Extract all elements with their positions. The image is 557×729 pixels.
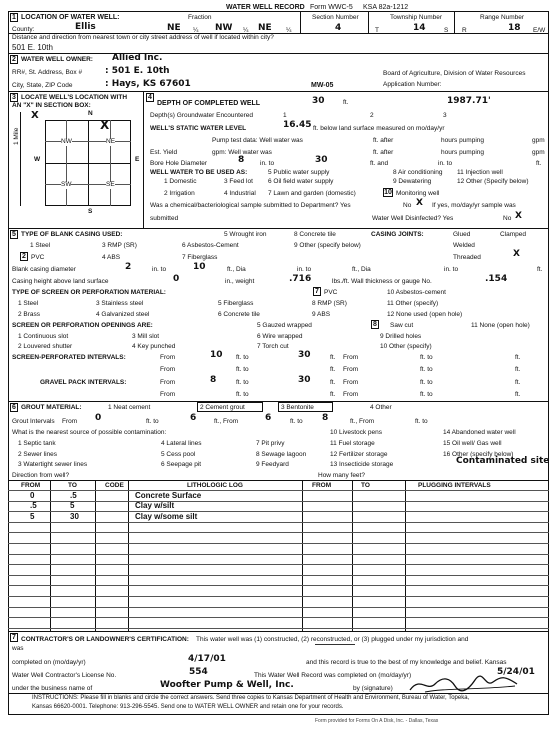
- use-option-selected-label: Monitoring well: [396, 190, 440, 197]
- locate-label-2: AN "X" IN SECTION BOX:: [12, 102, 91, 109]
- contam-option[interactable]: 3 Watertight sewer lines: [18, 461, 88, 468]
- completed-label: completed on (mo/day/yr): [12, 659, 86, 666]
- contam-option[interactable]: 8 Sewage lagoon: [256, 451, 307, 458]
- log-row-to: .5: [70, 491, 77, 500]
- range-value[interactable]: 18: [508, 23, 521, 33]
- casing-option[interactable]: 6 Asbestos-Cement: [182, 242, 239, 249]
- distance-label: Distance and direction from nearest town or city street address of well if located within city?: [12, 34, 274, 41]
- wall-label: lbs./ft. Wall thickness or gauge No.: [332, 278, 432, 285]
- hours-pumping: hours pumping: [441, 137, 484, 144]
- screen-from-value[interactable]: 10: [210, 350, 223, 360]
- in-to: in. to: [260, 160, 275, 167]
- mile-label: 1 Mile: [13, 127, 20, 145]
- log-row-desc: Clay w/some silt: [135, 512, 198, 521]
- log-column-divider: [95, 480, 96, 631]
- signature-label: by (signature): [353, 685, 393, 692]
- from-label-7: From: [160, 391, 176, 398]
- in-weight: in., weight: [225, 278, 255, 285]
- screen-option[interactable]: 1 Steel: [18, 300, 39, 307]
- submitted-label: submitted: [150, 215, 179, 222]
- log-row-line: [8, 490, 549, 491]
- log-column-divider: [128, 480, 129, 631]
- log-row-from: 0: [30, 491, 35, 500]
- screen-option[interactable]: 11 Other (specify): [387, 300, 439, 307]
- static-label: WELL'S STATIC WATER LEVEL: [150, 125, 247, 132]
- disinfected-label: Water Well Disinfected? Yes: [372, 215, 454, 222]
- joint-threaded[interactable]: Threaded: [453, 254, 481, 261]
- diameter-label: Blank casing diameter: [12, 266, 76, 273]
- joint-glued[interactable]: Glued: [453, 231, 471, 238]
- use-option[interactable]: 3 Feed lot: [224, 178, 253, 185]
- grout-from-2[interactable]: 6: [265, 413, 272, 423]
- ft-dia-2: ft., Dia: [352, 266, 371, 273]
- opening-option[interactable]: 10 Other (specify): [380, 343, 432, 350]
- casing-label: TYPE OF BLANK CASING USED:: [21, 231, 123, 238]
- contam-option[interactable]: 11 Fuel storage: [330, 440, 375, 447]
- township-value[interactable]: 14: [413, 23, 426, 33]
- fraction-3[interactable]: NE: [258, 23, 272, 33]
- opening-saw-cut: Saw cut: [390, 322, 414, 329]
- contam-option[interactable]: 2 Sewer lines: [18, 451, 58, 458]
- log-row-to: 5: [70, 501, 75, 510]
- bore-label: Bore Hole Diameter: [150, 160, 208, 167]
- ft-unit: ft.: [330, 354, 336, 361]
- township-t: T: [375, 27, 379, 34]
- casing-joints-label: CASING JOINTS:: [371, 231, 424, 238]
- west-label: W: [34, 156, 41, 163]
- section-number: 6: [10, 403, 18, 412]
- hours-pumping-2: hours pumping: [441, 149, 484, 156]
- contam-option[interactable]: 10 Livestock pens: [330, 429, 383, 436]
- screen-option[interactable]: 2 Brass: [18, 311, 41, 318]
- contam-option[interactable]: 6 Seepage pit: [161, 461, 202, 468]
- screen-option[interactable]: 10 Asbestos-cement: [387, 289, 446, 296]
- log-row-line: [8, 607, 549, 608]
- from-label: From: [62, 418, 78, 425]
- gw-2: 2: [370, 112, 374, 119]
- in-to: in. to: [152, 266, 167, 273]
- ft-and: ft. and: [370, 160, 389, 167]
- section-value[interactable]: 4: [335, 23, 342, 33]
- contam-option[interactable]: 5 Cess pool: [161, 451, 196, 458]
- form-title: WATER WELL RECORD: [226, 4, 305, 11]
- county-label: County:: [12, 26, 35, 33]
- log-column-divider: [405, 480, 406, 631]
- ft-to-3: ft. to: [415, 418, 428, 425]
- use-option[interactable]: 6 Oil field water supply: [268, 178, 334, 185]
- gravel-to-value[interactable]: 30: [298, 375, 311, 385]
- gauge-value[interactable]: .154: [485, 274, 508, 284]
- application-label: Application Number:: [383, 81, 442, 88]
- license-value[interactable]: 554: [189, 667, 208, 677]
- owner-value[interactable]: Allied Inc.: [112, 53, 163, 63]
- log-row-line: [8, 501, 549, 502]
- gpm-2: gpm: [532, 149, 545, 156]
- joint-threaded-x: X: [513, 249, 520, 259]
- log-row-from: .5: [30, 501, 37, 510]
- opening-option[interactable]: 5 Gauzed wrapped: [257, 322, 312, 329]
- instructions-text: INSTRUCTIONS: Please fill in blanks and circle the correct answers. Send three copies to Kansas Department of Health and Environment, Bureau of Water, Topeka,: [32, 695, 470, 701]
- use-option[interactable]: 2 Irrigation: [164, 190, 195, 197]
- sw-label: SW: [61, 181, 72, 188]
- east-label: E: [135, 156, 140, 163]
- depth-value[interactable]: 30: [312, 96, 325, 106]
- opening-option[interactable]: 4 Key punched: [132, 343, 176, 350]
- gravel-from-value[interactable]: 8: [210, 375, 217, 385]
- quarter-2: ¼: [243, 27, 249, 34]
- gravel-label: GRAVEL PACK INTERVALS:: [40, 379, 127, 386]
- depth-label: DEPTH OF COMPLETED WELL: [157, 100, 261, 107]
- chem-label: Was a chemical/bacteriological sample submitted to Department? Yes: [150, 202, 351, 209]
- casing-option[interactable]: 7 Fiberglass: [182, 254, 218, 261]
- opening-option[interactable]: 6 Wire wrapped: [257, 333, 303, 340]
- north-label: N: [88, 110, 93, 117]
- use-label: WELL WATER TO BE USED AS:: [150, 169, 248, 176]
- ft-to-4: ft. to: [420, 366, 433, 373]
- disinfected-no[interactable]: No: [503, 215, 512, 222]
- quarter-1: ¼: [193, 27, 199, 34]
- grout-option-label: 2 Cement grout: [200, 404, 245, 411]
- screen-option[interactable]: 3 Stainless steel: [96, 300, 144, 307]
- casing-pvc: PVC: [31, 254, 45, 261]
- opening-option-selected[interactable]: 8: [371, 320, 379, 329]
- gpm: gpm: [532, 137, 545, 144]
- section-number: 2: [10, 55, 18, 64]
- in-to-2: in. to: [438, 160, 453, 167]
- nw-label: NW: [61, 138, 72, 145]
- screen-pvc: PVC: [324, 289, 338, 296]
- yield-label: Est. Yield: [150, 149, 178, 156]
- contam-option[interactable]: 15 Oil well/ Gas well: [443, 440, 502, 447]
- use-option[interactable]: 5 Public water supply: [268, 169, 330, 176]
- chem-no[interactable]: No: [403, 202, 412, 209]
- section-number: 1: [10, 13, 18, 22]
- casing-option[interactable]: 5 Wrought iron: [224, 231, 267, 238]
- opening-option[interactable]: 11 None (open hole): [471, 322, 530, 329]
- plug-header-from: FROM: [312, 482, 332, 489]
- fraction-label: Fraction: [188, 14, 212, 21]
- mile-arrow: [20, 112, 21, 206]
- from-label-8: From: [343, 391, 359, 398]
- ft-unit: ft.: [537, 266, 543, 273]
- chem-no-x: X: [416, 198, 423, 208]
- ft-from-2: ft., From: [350, 418, 375, 425]
- instructions-text-2: Kansas 66620-0001. Telephone: 913-296-5545. Send one to WATER WELL OWNER and retain one for your records.: [32, 704, 344, 710]
- fraction-1[interactable]: NE: [167, 23, 181, 33]
- contam-option[interactable]: 12 Fertilizer storage: [330, 451, 388, 458]
- opening-option[interactable]: 7 Torch cut: [257, 343, 289, 350]
- log-row-line: [8, 522, 549, 523]
- pump-label: Pump test data: Well water was: [212, 137, 303, 144]
- how-many-feet-label: How many feet?: [318, 472, 365, 479]
- footer-note: Form provided for Forms On A Disk, Inc. - Dallas, Texas: [315, 718, 439, 724]
- log-header-lithologic: LITHOLOGIC LOG: [187, 482, 243, 489]
- joint-clamped[interactable]: Clamped: [500, 231, 527, 238]
- log-row-line: [8, 511, 549, 512]
- height-value[interactable]: 0: [173, 274, 180, 284]
- casing-option[interactable]: 4 ABS: [102, 254, 121, 261]
- opening-option[interactable]: 2 Louvered shutter: [18, 343, 73, 350]
- opening-option[interactable]: 3 Mill slot: [132, 333, 160, 340]
- log-row-line: [8, 532, 549, 533]
- use-option[interactable]: 1 Domestic: [164, 178, 197, 185]
- grout-option[interactable]: 4 Other: [370, 404, 392, 411]
- static-rest: ft. below land surface measured on mo/day/yr: [313, 125, 445, 132]
- use-option[interactable]: 8 Air conditioning: [393, 169, 443, 176]
- ft-to-2: ft. to: [290, 418, 303, 425]
- screen-option[interactable]: 8 RMP (SR): [312, 300, 347, 307]
- log-row-line: [8, 554, 549, 555]
- use-option[interactable]: 12 Other (Specify below): [457, 178, 529, 185]
- completed-date[interactable]: 4/17/01: [188, 654, 226, 664]
- log-row-line: [8, 564, 549, 565]
- well-location-x: X: [100, 118, 110, 132]
- log-row-line: [8, 617, 549, 618]
- ft-from: ft., From: [214, 418, 239, 425]
- if-yes-label: If yes, mo/day/yr sample was: [432, 202, 516, 209]
- log-column-divider: [302, 480, 303, 631]
- ft-to-8: ft. to: [420, 391, 433, 398]
- ft-unit-7: ft.: [330, 391, 336, 398]
- grout-option-label: 3 Bentonite: [281, 404, 314, 411]
- section-box-x-mark: X: [31, 110, 39, 121]
- screen-interval-label: SCREEN-PERFORATED INTERVALS:: [12, 354, 126, 361]
- section-label: Section Number: [312, 14, 359, 21]
- ksa-number: KSA 82a-1212: [363, 4, 409, 11]
- section-number: 3: [10, 93, 18, 102]
- grout-label: GROUT MATERIAL:: [21, 404, 82, 411]
- city-label: City, State, ZIP Code: [12, 82, 73, 89]
- height-label: Casing height above land surface: [12, 278, 109, 285]
- ft-to: ft. to: [236, 354, 249, 361]
- contam-option[interactable]: 13 Insecticide storage: [330, 461, 394, 468]
- business-value[interactable]: Woofter Pump & Well, Inc.: [160, 680, 294, 690]
- from-label: From: [160, 354, 176, 361]
- elevation-value[interactable]: 1987.71': [447, 96, 491, 106]
- use-option[interactable]: 7 Lawn and garden (domestic): [268, 190, 356, 197]
- ft-unit-6: ft.: [515, 379, 521, 386]
- plug-header-to: TO: [361, 482, 370, 489]
- casing-option-selected[interactable]: 2: [20, 252, 28, 261]
- log-header-code: CODE: [105, 482, 124, 489]
- gw-3: 3: [443, 112, 447, 119]
- township-s: S: [444, 27, 449, 34]
- section-number: 5: [10, 230, 18, 239]
- section-number: 7: [10, 633, 18, 642]
- record-text: This Water Well Record was completed on (mo/day/yr): [254, 672, 412, 679]
- ft-unit-4: ft.: [515, 366, 521, 373]
- record-date[interactable]: 5/24/01: [497, 667, 535, 677]
- south-label: S: [88, 208, 93, 215]
- ft-unit-3: ft.: [330, 366, 336, 373]
- log-row-desc: Clay w/silt: [135, 501, 175, 510]
- screen-option[interactable]: 9 ABS: [312, 311, 331, 318]
- diameter-value[interactable]: 2: [125, 262, 132, 272]
- screen-option-selected[interactable]: 7: [313, 287, 321, 296]
- opening-option[interactable]: 1 Continuous slot: [18, 333, 69, 340]
- casing-option[interactable]: 8 Concrete tile: [294, 231, 336, 238]
- range-r: R: [462, 27, 467, 34]
- use-option[interactable]: 11 Injection well: [457, 169, 503, 176]
- gpm-well: gpm: Well water was: [212, 149, 272, 156]
- contam-option[interactable]: 16 Other (specify below): [443, 451, 514, 458]
- openings-label: SCREEN OR PERFORATION OPENINGS ARE:: [12, 322, 153, 329]
- log-row-to: 30: [70, 512, 79, 521]
- use-option-selected[interactable]: 10: [384, 189, 392, 196]
- contam-option[interactable]: 4 Lateral lines: [161, 440, 202, 447]
- certification-label: CONTRACTOR'S OR LANDOWNER'S CERTIFICATION:: [21, 636, 189, 643]
- plug-header-intervals: PLUGGING INTERVALS: [418, 482, 491, 489]
- business-label: under the business name of: [12, 685, 93, 692]
- ft-after-2: ft. after: [373, 149, 394, 156]
- bore-value[interactable]: 8: [238, 155, 245, 165]
- contamination-label: What is the nearest source of possible contamination:: [12, 429, 167, 436]
- se-label: SE: [106, 181, 115, 188]
- ft-to: ft. to: [146, 418, 159, 425]
- ft-to-5: ft. to: [236, 379, 249, 386]
- was-label: was: [12, 645, 24, 652]
- screen-option[interactable]: 5 Fiberglass: [218, 300, 254, 307]
- street-label: RR#, St. Address, Box #: [12, 69, 83, 76]
- ft-to-3: ft. to: [236, 366, 249, 373]
- from-label-3: From: [160, 366, 176, 373]
- gw-1: 1: [283, 112, 287, 119]
- in-to-2: in. to: [297, 266, 312, 273]
- casing-option[interactable]: 9 Other (specify below): [294, 242, 361, 249]
- grout-to-1[interactable]: 6: [190, 413, 197, 423]
- fraction-2[interactable]: NW: [215, 23, 233, 33]
- log-row-line: [8, 596, 549, 597]
- contam-option[interactable]: 9 Feedyard: [256, 461, 289, 468]
- grout-to-2[interactable]: 8: [322, 413, 329, 423]
- street-value[interactable]: : 501 E. 10th: [105, 66, 170, 76]
- section-number: 4: [146, 93, 154, 102]
- well-id[interactable]: MW-05: [311, 82, 334, 89]
- screen-option[interactable]: 4 Galvanized steel: [96, 311, 150, 318]
- board-label: Board of Agriculture, Division of Water Resources: [383, 70, 526, 77]
- log-row-desc: Concrete Surface: [135, 491, 202, 500]
- ft-unit-5: ft.: [330, 379, 336, 386]
- log-row-line: [8, 575, 549, 576]
- from-label-6: From: [343, 379, 359, 386]
- joint-welded[interactable]: Welded: [453, 242, 475, 249]
- log-column-divider: [352, 480, 353, 631]
- ft-to-2: ft. to: [420, 354, 433, 361]
- ft-to-6: ft. to: [420, 379, 433, 386]
- range-label: Range Number: [480, 14, 525, 21]
- township-label: Township Number: [390, 14, 443, 21]
- ft-unit-8: ft.: [515, 391, 521, 398]
- locate-label-1: LOCATE WELL'S LOCATION WITH: [21, 94, 128, 101]
- location-label: LOCATION OF WATER WELL:: [21, 14, 120, 21]
- screen-option[interactable]: 12 None used (open hole): [387, 311, 463, 318]
- from-label-4: From: [343, 366, 359, 373]
- log-row-line: [8, 585, 549, 586]
- disinfected-no-x: X: [515, 211, 522, 221]
- bore-to-value[interactable]: 30: [315, 155, 328, 165]
- casing-option[interactable]: 1 Steel: [30, 242, 51, 249]
- ft-dia: ft., Dia: [227, 266, 246, 273]
- quarter-3: ¼: [286, 27, 292, 34]
- groundwater-label: Depth(s) Groundwater Encountered: [150, 112, 253, 119]
- screen-to-value[interactable]: 30: [298, 350, 311, 360]
- ft-unit-2: ft.: [515, 354, 521, 361]
- casing-option[interactable]: 3 RMP (SR): [102, 242, 137, 249]
- ft-unit-2: ft.: [536, 160, 542, 167]
- log-header-from: FROM: [21, 482, 41, 489]
- true-text: and this record is true to the best of my knowledge and belief. Kansas: [306, 659, 507, 666]
- city-value[interactable]: : Hays, KS 67601: [105, 79, 191, 89]
- owner-label: WATER WELL OWNER:: [21, 56, 93, 63]
- grout-from-1[interactable]: 0: [95, 413, 102, 423]
- log-column-divider: [50, 480, 51, 631]
- in-to-3: in. to: [444, 266, 459, 273]
- log-row-line: [8, 628, 549, 629]
- county-value[interactable]: Ellis: [75, 22, 96, 32]
- contam-option[interactable]: 14 Abandoned water well: [443, 429, 516, 436]
- contam-option[interactable]: 7 Pit privy: [256, 440, 285, 447]
- log-row-line: [8, 543, 549, 544]
- log-row-from: 5: [30, 512, 35, 521]
- direction-label: Direction from well?: [12, 472, 70, 479]
- from-label-5: From: [160, 379, 176, 386]
- contam-option[interactable]: 1 Septic tank: [18, 440, 56, 447]
- grout-option[interactable]: 1 Neat cement: [108, 404, 151, 411]
- constructed-underline: [315, 644, 355, 645]
- grout-intervals-label: Grout Intervals: [12, 418, 55, 425]
- screen-label: TYPE OF SCREEN OR PERFORATION MATERIAL:: [12, 289, 166, 296]
- ft-after: ft. after: [373, 137, 394, 144]
- from-label-2: From: [343, 354, 359, 361]
- weight-value[interactable]: .716: [289, 274, 312, 284]
- certification-text: This water well was (1) constructed, (2) reconstructed, or (3) plugged under my jurisdiction and: [196, 636, 469, 643]
- screen-option[interactable]: 6 Concrete tile: [218, 311, 260, 318]
- static-value[interactable]: 16.45: [283, 120, 312, 130]
- contamination-other-value[interactable]: Contaminated site: [456, 456, 550, 466]
- use-option[interactable]: 4 Industrial: [224, 190, 256, 197]
- address-value[interactable]: 501 E. 10th: [12, 43, 53, 52]
- range-ew: E/W: [533, 27, 546, 34]
- use-option[interactable]: 9 Dewatering: [393, 178, 432, 185]
- form-number: Form WWC-5: [310, 4, 353, 11]
- ft-to-7: ft. to: [236, 391, 249, 398]
- opening-option[interactable]: 9 Drilled holes: [380, 333, 422, 340]
- ft-unit: ft.: [343, 99, 349, 106]
- log-header-to: TO: [68, 482, 77, 489]
- diameter-to-value[interactable]: 10: [193, 262, 206, 272]
- license-label: Water Well Contractor's License No.: [12, 672, 117, 679]
- ne-label: NE: [106, 138, 116, 145]
